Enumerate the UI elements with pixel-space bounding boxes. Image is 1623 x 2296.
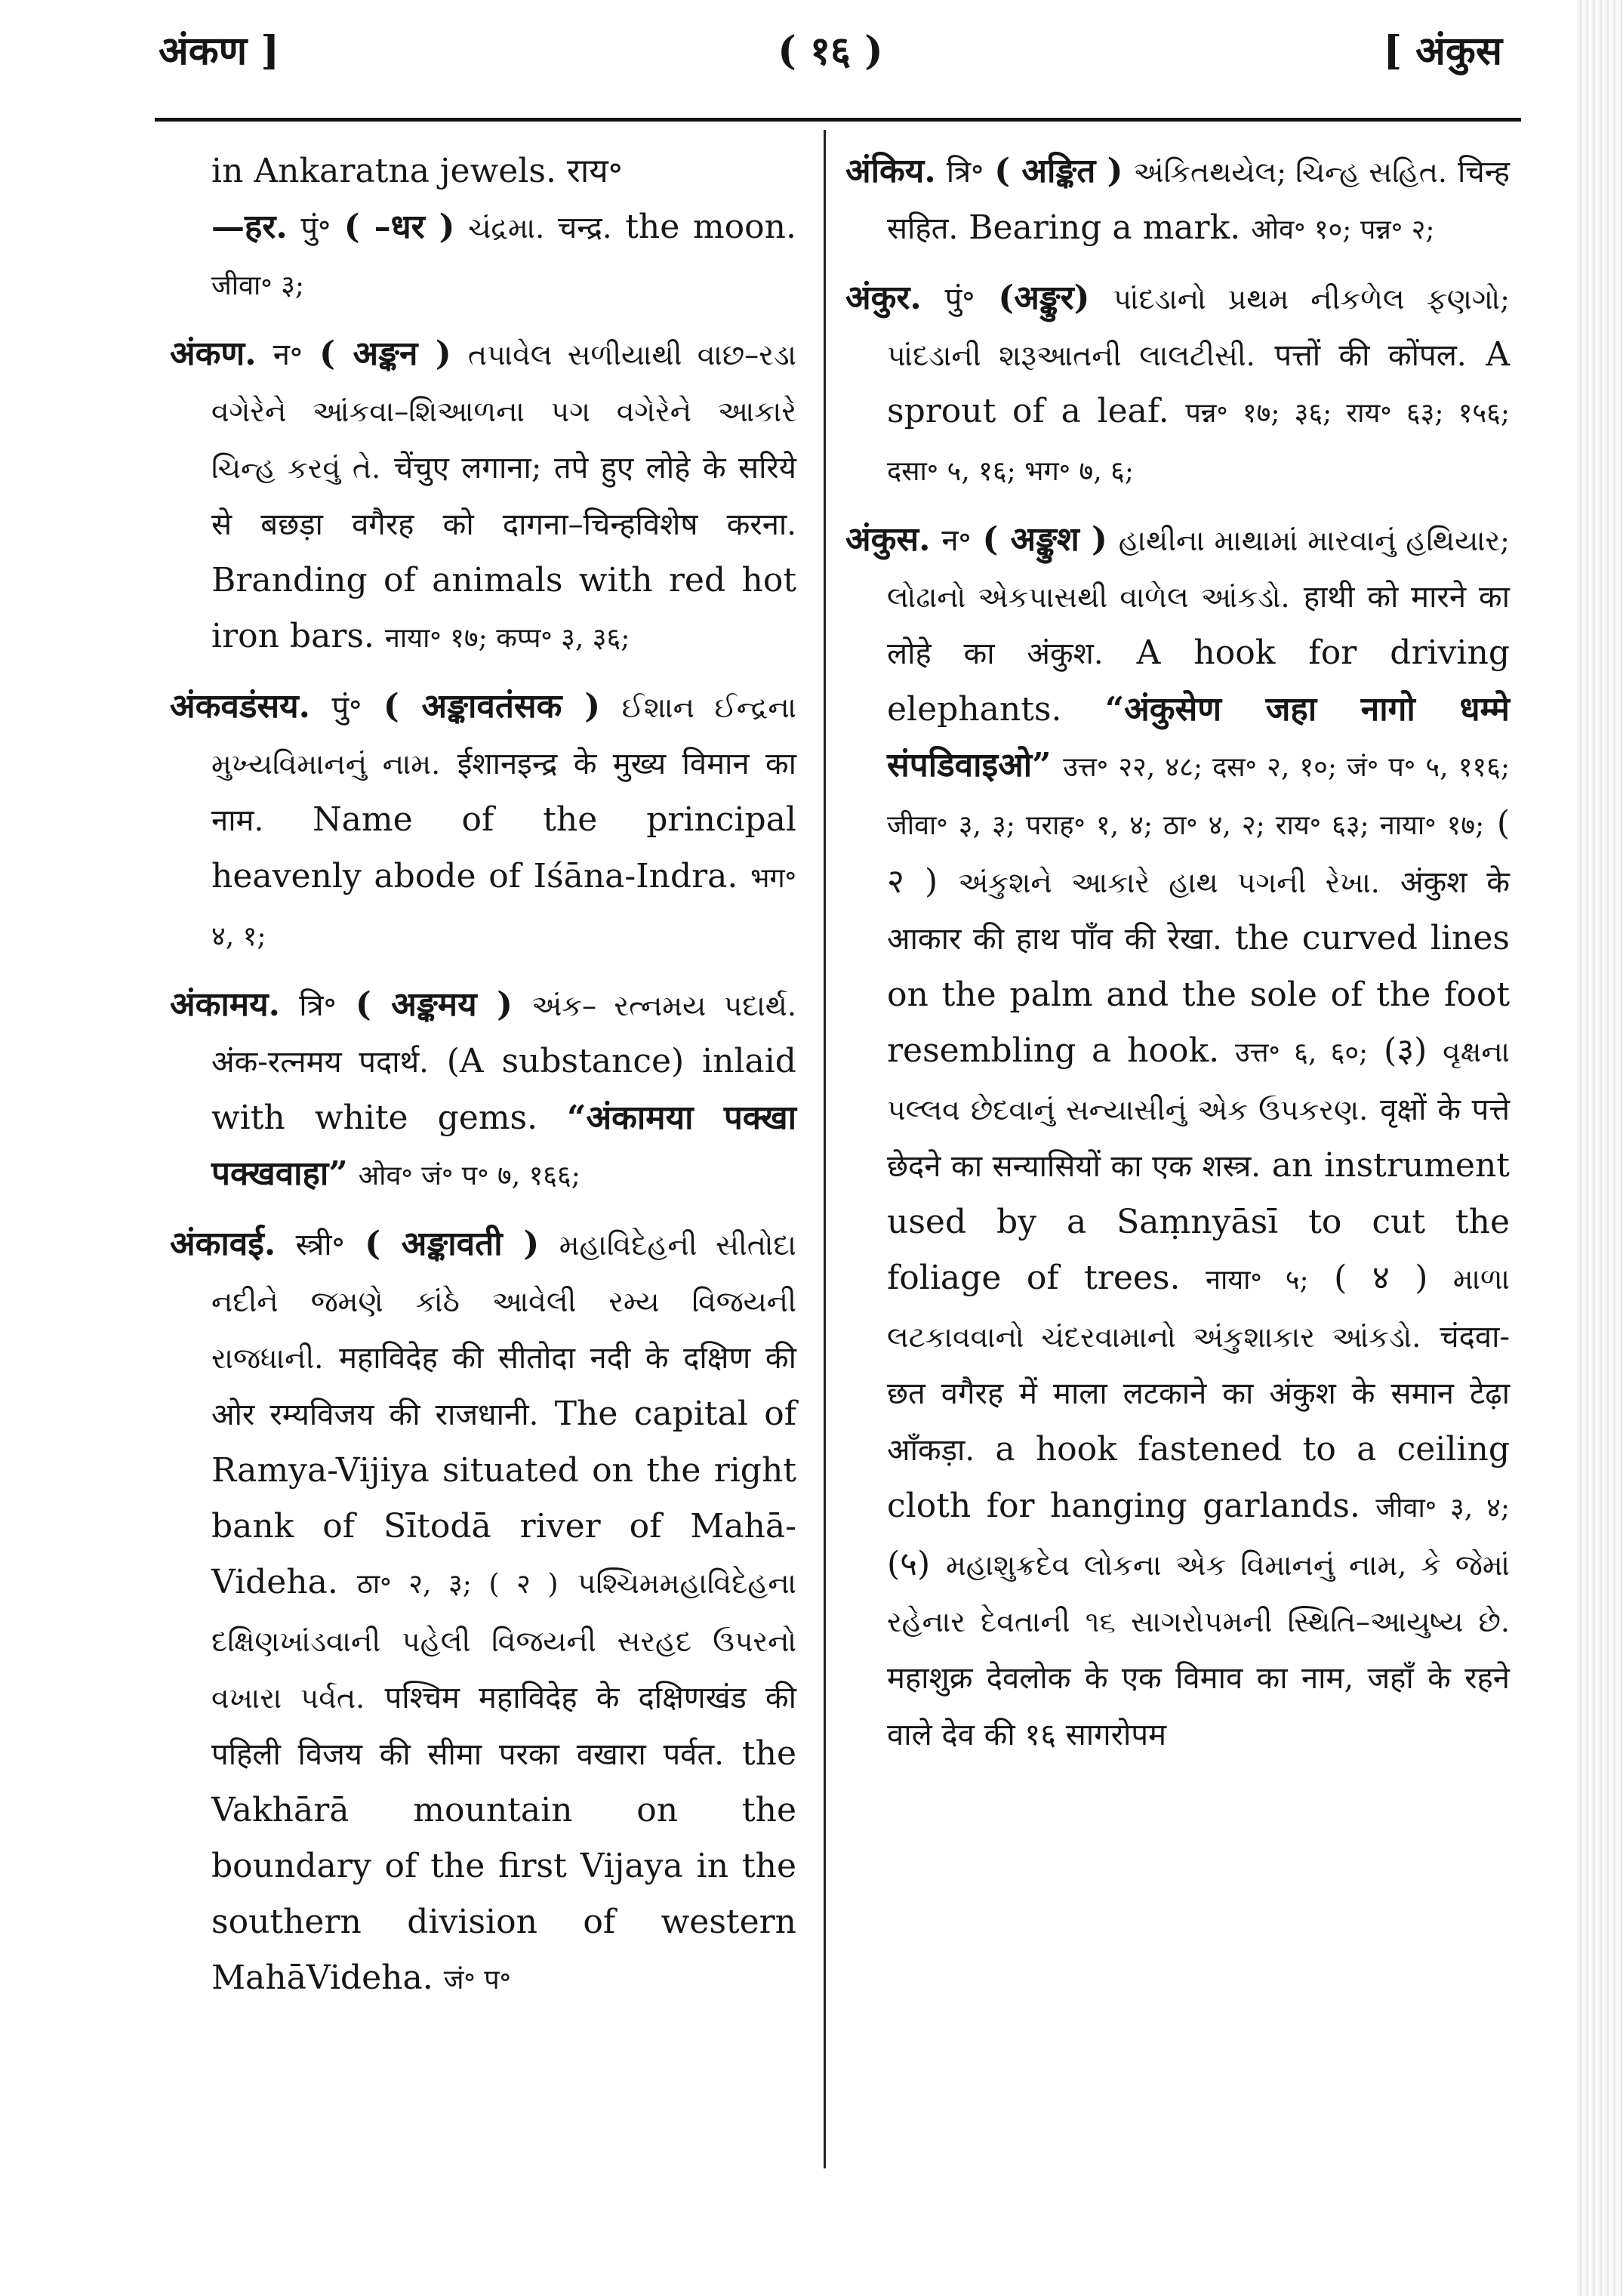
grammar-tag: पुं॰: [944, 282, 975, 316]
entry-ankura: [845, 270, 1510, 500]
hindi-gloss: महाविदेह की सीतोदा नदी के दक्षिण की ओर रम्यविजय की राजधानी.: [211, 1341, 796, 1432]
sanskrit-form: ( अङ्कन ): [319, 334, 451, 373]
sanskrit-form: ( अङ्कित ): [994, 152, 1123, 190]
entry-ankavai: [170, 1216, 796, 2008]
headword: अंकावई.: [170, 1225, 276, 1263]
headword: अंकामय.: [170, 985, 280, 1024]
hindi-gloss: चेंचुए लगाना; तपे हुए लोहे के सरिये से बछड़ा वगैरह को दागना–चिन्हविशेष करना.: [211, 451, 796, 542]
hindi-gloss: चन्द्र.: [557, 211, 612, 245]
headword: —हर.: [211, 208, 288, 246]
gujarati-gloss: પાંદડાનો પ્રથમ નીકળેલ ફણગો; પાંદડાની શરૂઆતની લાલટીસી.: [887, 282, 1510, 372]
citation: ओव॰ जं॰ प॰ ७, १६६;: [358, 1160, 581, 1191]
citation: जं॰ प॰: [443, 1965, 511, 1996]
gujarati-gloss: મહાશુક્રદેવ લોકના એક વિમાનનું નામ, કે જેમાં રહેનાર દેવતાની ૧૬ સાગરોપમની સ્થિતિ–આયુષ્ય છે.: [887, 1549, 1510, 1638]
hindi-gloss: वृक्षों के पत्ते छेदने का सन्यासियों का एक शस्त्र.: [887, 1093, 1510, 1184]
grammar-tag: न॰: [941, 523, 972, 558]
english-gloss: the moon.: [625, 208, 796, 246]
citation: नाया॰ १७; कप्प॰ ३, ३६;: [384, 623, 630, 654]
continued-text: in Ankaratna jewels. राय॰: [211, 152, 623, 190]
sanskrit-form: ( अङ्कुश ): [982, 520, 1107, 559]
entry-continuation: [170, 143, 796, 314]
citation: पन्न॰ १७; ३६; राय॰ ६३; १५६; दसा॰ ५, १६; भग॰ ७, ६;: [887, 398, 1510, 487]
gujarati-gloss: મહાવિદેહની સીતોદા નદીને જમણે કાંઠે આવેલી રમ્ય વિજયની રાજધાની.: [211, 1228, 796, 1375]
gujarati-gloss: હાથીના માથામાં મારવાનું હથિયાર; લોઢાનો એકપાસથી વાળેલ આંકડો.: [887, 524, 1510, 614]
headword: अंकण.: [170, 334, 257, 373]
english-gloss: A sprout of a leaf.: [887, 335, 1510, 430]
english-gloss: (A substance) inlaid with white gems.: [211, 1042, 796, 1137]
headword: अंकवडंसय.: [170, 687, 310, 726]
english-gloss: a hook fastened to a ceiling cloth for hanging garlands.: [887, 1430, 1510, 1525]
quotation: “अंकुसेण जहा नागो धम्मे संपडिवाइओ”: [887, 690, 1510, 784]
english-gloss: the curved lines on the palm and the sole of the foot resembling a hook.: [887, 919, 1510, 1070]
quotation: “अंकामया पक्खा पक्खवाहा”: [211, 1099, 796, 1193]
english-gloss: the Vakhārā mountain on the boundary of the first Vijaya in the southern division of western MahāVideha.: [211, 1734, 796, 1997]
right-column: [845, 143, 1510, 1775]
hindi-gloss: अंकुश के आकार की हाथ पाँव की रेखा.: [887, 865, 1510, 957]
hindi-gloss: हाथी को मारने का लोहे का अंकुश.: [887, 580, 1510, 671]
hindi-gloss: चिन्ह सहित.: [887, 155, 1510, 246]
citation: ठा॰ २, ३; ( २ ): [357, 1569, 559, 1600]
sense-number: ( २ ): [887, 804, 1510, 901]
grammar-tag: स्त्री॰: [295, 1228, 345, 1262]
gujarati-gloss: અંક– રત્નમય પદાર્થ.: [531, 989, 796, 1022]
entry-ankiya: [845, 143, 1510, 258]
citation: उत्त॰ २२, ४८; दस॰ २, १०; जं॰ प॰ ५, ११६; जीवा॰ ३, ३; पराह॰ १, ४; ठा॰ ४, २; राय॰ ६३; नाया॰ १७;: [887, 752, 1510, 841]
sense-number: ( ४ ): [1334, 1259, 1428, 1297]
grammar-tag: न॰: [273, 337, 303, 372]
hindi-gloss: महाशुक्र देवलोक के एक विमाव का नाम, जहाँ के रहने वाले देव की १६ सागरोपम: [887, 1661, 1510, 1752]
grammar-tag: त्रि॰: [946, 155, 984, 190]
english-gloss: Bearing a mark.: [969, 208, 1241, 247]
gujarati-gloss: તપાવેલ સળીયાથી વાછ–રડા વગેરેને આંકવા–શિઆળના પગ વગેરેને આકારે ચિન્હ કરવું તે.: [211, 338, 796, 485]
hindi-gloss: पत्तों की कोंपल.: [1274, 338, 1467, 373]
hindi-gloss: ईशानइन्द्र के मुख्य विमान का नाम.: [211, 747, 796, 838]
gujarati-gloss: અંકિતથયેલ; ચિન્હ સહિત.: [1133, 156, 1447, 189]
citation: उत्त॰ ६, ६०;: [1234, 1037, 1369, 1068]
header-left-guideword: अंकण ]: [159, 28, 279, 74]
gujarati-gloss: અંકુશને આકારે હાથ પગની રેખા.: [958, 866, 1380, 899]
hindi-gloss: अंक-रत्नमय पदार्थ.: [211, 1045, 429, 1080]
gujarati-gloss: ચંદ્રમા.: [468, 211, 545, 245]
hindi-gloss: पश्चिम महाविदेह के दक्षिणखंड की पहिली विजय की सीमा परका वखारा पर्वत.: [211, 1681, 796, 1772]
column-divider: [824, 130, 826, 2168]
sanskrit-form: ( अङ्कमय ): [355, 985, 513, 1024]
english-gloss: Name of the principal heavenly abode of Iśāna-Indra.: [211, 800, 796, 895]
scan-edge: [1578, 0, 1623, 2296]
gujarati-gloss: માળા લટકાવવાનો ચંદરવામાનો અંકુશાકાર આંકડો.: [887, 1262, 1510, 1354]
header-right-guideword: [ अंकुस: [1383, 28, 1502, 74]
gujarati-gloss: ઈશાન ઈન્દ્રના મુખ્યવિમાનનું નામ.: [211, 691, 796, 781]
page-header: [159, 23, 1502, 91]
citation: जीवा॰ ३;: [211, 270, 305, 301]
english-gloss: A hook for driving elephants.: [887, 633, 1510, 729]
headword: अंकुस.: [845, 520, 931, 559]
grammar-tag: त्रि॰: [299, 988, 337, 1023]
header-rule: [155, 118, 1521, 122]
citation: भग॰ ४, १;: [211, 863, 796, 952]
headword: अंकुर.: [845, 279, 922, 317]
english-gloss: The capital of Ramya-Vijiya situated on the right bank of Sītodā river of Mahā-Videha.: [211, 1395, 796, 1601]
sense-number: (५): [887, 1545, 931, 1583]
page-number: ( १६ ): [778, 28, 883, 74]
citation: जीवा॰ ३, ४;: [1375, 1493, 1510, 1524]
entry-ankusa: [845, 512, 1510, 1763]
left-column: [170, 143, 796, 2020]
hindi-gloss: चंदवा-छत वगैरह में माला लटकाने का अंकुश के समान टेढ़ा आँकड़ा.: [887, 1320, 1510, 1468]
grammar-tag: पुं॰: [300, 211, 331, 245]
headword: अंकिय.: [845, 152, 936, 190]
sense-number: (३): [1384, 1031, 1427, 1070]
english-gloss: Branding of animals with red hot iron bars.: [211, 561, 796, 655]
entry-ankavadamsaya: [170, 679, 796, 965]
english-gloss: an instrument used by a Saṃnyāsī to cut the foliage of trees.: [887, 1146, 1510, 1297]
sanskrit-form: (अङ्कुर): [998, 279, 1090, 317]
citation: ओव॰ १०; पन्न॰ २;: [1251, 214, 1435, 245]
citation: नाया॰ ५;: [1206, 1265, 1309, 1296]
entry-ankana: [170, 326, 796, 667]
sanskrit-form: ( अङ्कावतंसक ): [383, 687, 601, 726]
gujarati-gloss: પશ્ચિમમહાવિદેહના દક્ષિણખાંડવાની પહેલી વિજયની સરહદ ઉપરનો વખારા પર્વત.: [211, 1567, 796, 1715]
sanskrit-form: ( अङ्कावती ): [365, 1225, 540, 1263]
grammar-tag: पुं॰: [331, 690, 362, 725]
entry-ankamaya: [170, 977, 796, 1204]
sanskrit-form: ( –धर ): [343, 208, 455, 246]
gujarati-gloss: વૃક્ષના પલ્લવ છેદવાનું સન્યાસીનું એક ઉપકરણ.: [887, 1035, 1510, 1126]
